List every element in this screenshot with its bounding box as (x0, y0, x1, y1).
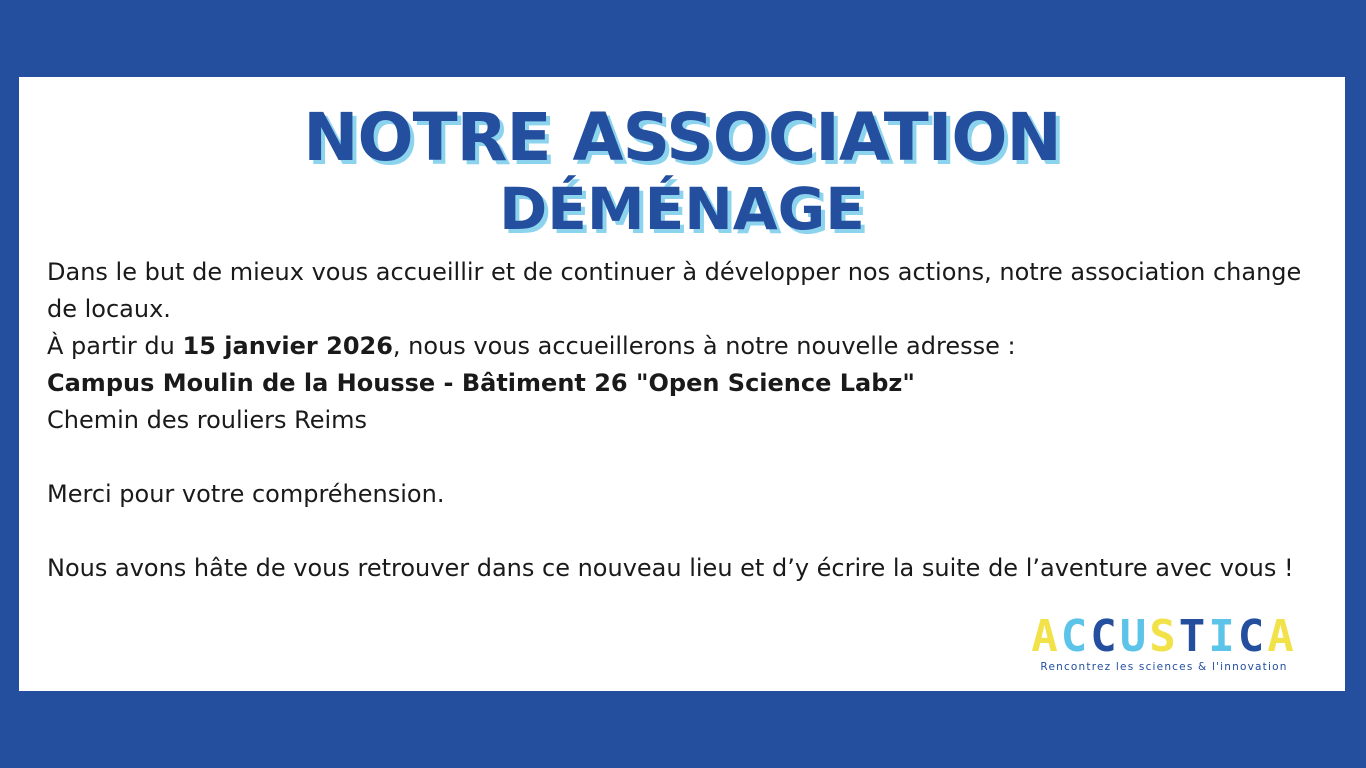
logo-letter: C (1060, 611, 1091, 662)
date-prefix: À partir du (47, 332, 183, 360)
address-line-1 (47, 365, 1327, 402)
address-line-2: Chemin des rouliers Reims (47, 406, 368, 434)
announcement-body (47, 254, 1327, 587)
logo-letter: S (1149, 611, 1179, 662)
address-campus: Campus Moulin de la Housse - Bâtiment 26 "Open Science Labz" (47, 369, 915, 397)
logo-letter: I (1208, 611, 1238, 662)
intro-paragraph: Dans le but de mieux vous accueillir et de continuer à développer nos actions, notre association change de locaux. (47, 258, 1302, 323)
date-paragraph (47, 328, 1327, 365)
announcement-card (19, 77, 1345, 691)
accustica-logo (1019, 613, 1309, 677)
headline-line-2: DÉMÉNAGE (499, 175, 865, 243)
closing-paragraph: Nous avons hâte de vous retrouver dans ce nouveau lieu et d’y écrire la suite de l’aventure avec vous ! (47, 554, 1294, 582)
logo-letter: C (1090, 611, 1120, 662)
headline-line-1: NOTRE ASSOCIATION (303, 99, 1061, 176)
logo-tagline: Rencontrez les sciences & l'innovation (1040, 661, 1288, 673)
spacer (47, 513, 1327, 550)
logo-letter: A (1267, 611, 1297, 662)
logo-letter: T (1178, 611, 1209, 662)
thanks-paragraph: Merci pour votre compréhension. (47, 480, 445, 508)
logo-letter: C (1237, 611, 1268, 662)
date-suffix: , nous vous accueillerons à notre nouvelle adresse : (392, 332, 1016, 360)
move-date: 15 janvier 2026 (182, 332, 393, 360)
logo-letter: U (1119, 611, 1150, 662)
logo-letter: A (1031, 611, 1061, 662)
spacer (47, 439, 1327, 476)
logo-wordmark (1019, 613, 1309, 661)
